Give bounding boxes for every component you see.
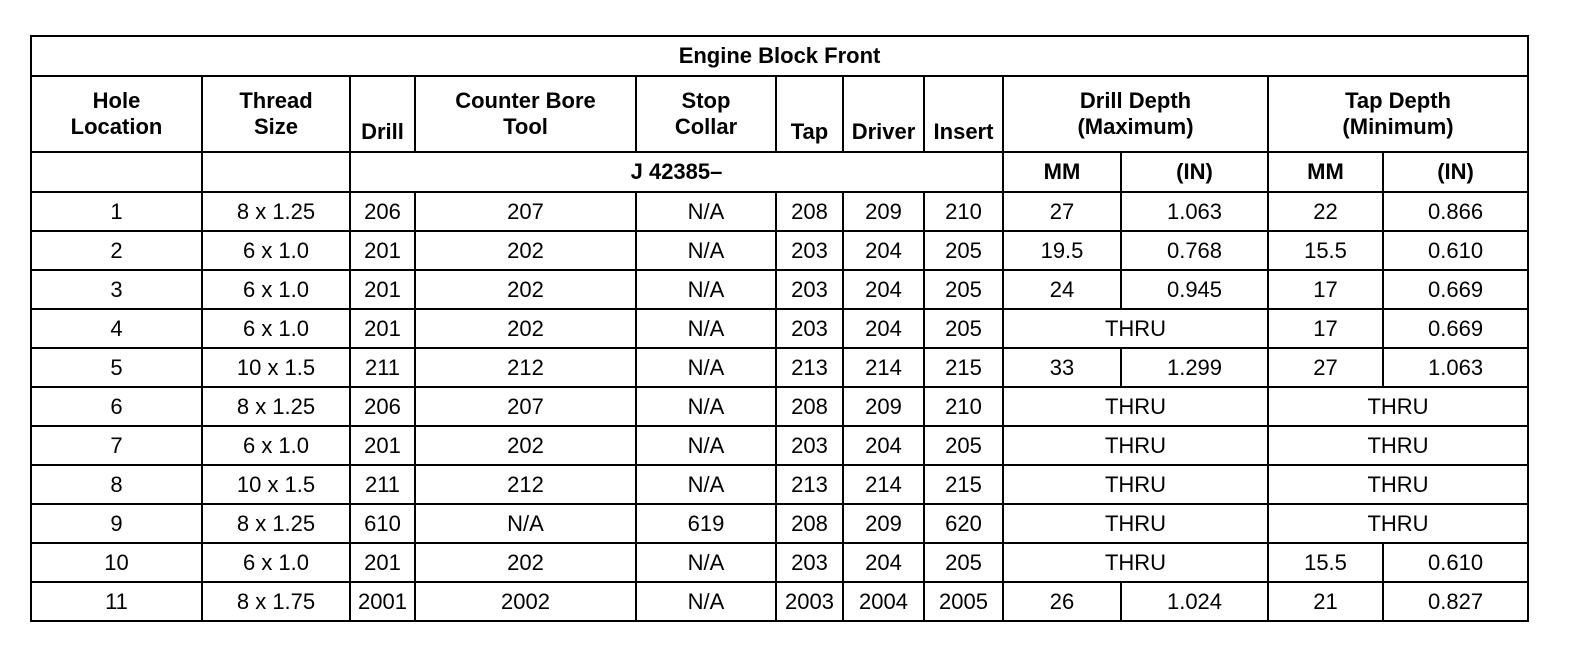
cell-hole-location: 6 — [31, 387, 202, 426]
header-tap: Tap — [776, 76, 843, 152]
cell-hole-location: 10 — [31, 543, 202, 582]
cell-stop-collar: 619 — [636, 504, 776, 543]
cell-hole-location: 5 — [31, 348, 202, 387]
cell-drill: 211 — [350, 465, 415, 504]
cell-driver: 204 — [843, 426, 924, 465]
cell-stop-collar: N/A — [636, 192, 776, 231]
header-counter-bore-tool: Counter Bore Tool — [415, 76, 636, 152]
cell-insert: 210 — [924, 387, 1003, 426]
subheader-empty-thread — [202, 152, 350, 192]
header-insert: Insert — [924, 76, 1003, 152]
cell-stop-collar: N/A — [636, 465, 776, 504]
table-row — [31, 231, 1528, 270]
table-row — [31, 348, 1528, 387]
cell-thread-size: 8 x 1.25 — [202, 504, 350, 543]
cell-drill-depth-mm: 33 — [1003, 348, 1121, 387]
subheader-row — [31, 152, 1528, 192]
cell-thread-size: 6 x 1.0 — [202, 270, 350, 309]
cell-insert: 215 — [924, 348, 1003, 387]
cell-counter-bore-tool: 207 — [415, 192, 636, 231]
table-row — [31, 270, 1528, 309]
cell-tap-depth-mm: 22 — [1268, 192, 1383, 231]
header-hole-location: Hole Location — [31, 76, 202, 152]
cell-counter-bore-tool: 202 — [415, 309, 636, 348]
cell-counter-bore-tool: 212 — [415, 465, 636, 504]
cell-thread-size: 8 x 1.25 — [202, 192, 350, 231]
cell-hole-location: 11 — [31, 582, 202, 621]
cell-drill-depth-in: 0.945 — [1121, 270, 1268, 309]
cell-tap-depth-thru: THRU — [1268, 465, 1528, 504]
table-row — [31, 192, 1528, 231]
cell-drill: 201 — [350, 270, 415, 309]
cell-driver: 204 — [843, 270, 924, 309]
table-row — [31, 543, 1528, 582]
cell-tap: 203 — [776, 426, 843, 465]
cell-tap-depth-mm: 17 — [1268, 270, 1383, 309]
cell-counter-bore-tool: 2002 — [415, 582, 636, 621]
cell-drill: 211 — [350, 348, 415, 387]
cell-drill-depth-in: 1.063 — [1121, 192, 1268, 231]
cell-stop-collar: N/A — [636, 543, 776, 582]
cell-hole-location: 4 — [31, 309, 202, 348]
title-row — [31, 36, 1528, 76]
cell-stop-collar: N/A — [636, 582, 776, 621]
cell-driver: 204 — [843, 543, 924, 582]
cell-drill-depth-mm: 27 — [1003, 192, 1121, 231]
cell-tap-depth-in: 0.669 — [1383, 309, 1528, 348]
cell-drill-depth-thru: THRU — [1003, 504, 1268, 543]
cell-tap: 208 — [776, 387, 843, 426]
cell-drill-depth-thru: THRU — [1003, 426, 1268, 465]
table-title: Engine Block Front — [31, 36, 1528, 76]
cell-drill-depth-in: 1.024 — [1121, 582, 1268, 621]
cell-insert: 205 — [924, 426, 1003, 465]
table-row — [31, 504, 1528, 543]
cell-tap: 208 — [776, 192, 843, 231]
cell-tap: 203 — [776, 543, 843, 582]
cell-insert: 205 — [924, 231, 1003, 270]
cell-thread-size: 6 x 1.0 — [202, 231, 350, 270]
cell-hole-location: 9 — [31, 504, 202, 543]
cell-tap-depth-mm: 17 — [1268, 309, 1383, 348]
cell-driver: 204 — [843, 309, 924, 348]
cell-counter-bore-tool: 202 — [415, 270, 636, 309]
cell-driver: 209 — [843, 192, 924, 231]
table-row — [31, 309, 1528, 348]
cell-tap: 2003 — [776, 582, 843, 621]
cell-tap-depth-mm: 21 — [1268, 582, 1383, 621]
subheader-drill-in: (IN) — [1121, 152, 1268, 192]
cell-insert: 205 — [924, 309, 1003, 348]
table-row — [31, 582, 1528, 621]
cell-stop-collar: N/A — [636, 231, 776, 270]
cell-tap-depth-mm: 15.5 — [1268, 543, 1383, 582]
cell-thread-size: 10 x 1.5 — [202, 465, 350, 504]
cell-drill-depth-in: 0.768 — [1121, 231, 1268, 270]
cell-counter-bore-tool: 202 — [415, 426, 636, 465]
cell-tap-depth-thru: THRU — [1268, 426, 1528, 465]
header-drill-depth: Drill Depth (Maximum) — [1003, 76, 1268, 152]
header-driver: Driver — [843, 76, 924, 152]
subheader-empty-hole — [31, 152, 202, 192]
cell-thread-size: 6 x 1.0 — [202, 309, 350, 348]
table-row — [31, 387, 1528, 426]
cell-thread-size: 8 x 1.75 — [202, 582, 350, 621]
table-body — [31, 192, 1528, 621]
cell-stop-collar: N/A — [636, 270, 776, 309]
cell-thread-size: 6 x 1.0 — [202, 426, 350, 465]
cell-drill-depth-thru: THRU — [1003, 543, 1268, 582]
cell-drill: 201 — [350, 426, 415, 465]
engine-block-front-table — [30, 35, 1529, 622]
subheader-tap-in: (IN) — [1383, 152, 1528, 192]
cell-driver: 214 — [843, 348, 924, 387]
cell-driver: 2004 — [843, 582, 924, 621]
cell-insert: 205 — [924, 270, 1003, 309]
cell-drill: 610 — [350, 504, 415, 543]
cell-drill-depth-mm: 19.5 — [1003, 231, 1121, 270]
cell-insert: 620 — [924, 504, 1003, 543]
cell-tap-depth-in: 0.866 — [1383, 192, 1528, 231]
cell-tap: 213 — [776, 348, 843, 387]
cell-counter-bore-tool: 212 — [415, 348, 636, 387]
cell-tap: 203 — [776, 231, 843, 270]
cell-tap-depth-in: 0.610 — [1383, 231, 1528, 270]
cell-hole-location: 1 — [31, 192, 202, 231]
cell-drill: 201 — [350, 231, 415, 270]
cell-counter-bore-tool: 207 — [415, 387, 636, 426]
header-stop-collar: Stop Collar — [636, 76, 776, 152]
cell-driver: 209 — [843, 504, 924, 543]
cell-stop-collar: N/A — [636, 426, 776, 465]
cell-drill-depth-mm: 24 — [1003, 270, 1121, 309]
subheader-tap-mm: MM — [1268, 152, 1383, 192]
cell-stop-collar: N/A — [636, 348, 776, 387]
cell-insert: 210 — [924, 192, 1003, 231]
subheader-drill-mm: MM — [1003, 152, 1121, 192]
cell-tap-depth-in: 0.669 — [1383, 270, 1528, 309]
cell-stop-collar: N/A — [636, 309, 776, 348]
cell-drill-depth-mm: 26 — [1003, 582, 1121, 621]
cell-drill: 206 — [350, 192, 415, 231]
header-row — [31, 76, 1528, 152]
cell-drill-depth-thru: THRU — [1003, 387, 1268, 426]
cell-thread-size: 10 x 1.5 — [202, 348, 350, 387]
header-drill: Drill — [350, 76, 415, 152]
cell-insert: 215 — [924, 465, 1003, 504]
cell-tap-depth-in: 1.063 — [1383, 348, 1528, 387]
cell-tap: 208 — [776, 504, 843, 543]
header-tap-depth: Tap Depth (Minimum) — [1268, 76, 1528, 152]
cell-tap-depth-mm: 15.5 — [1268, 231, 1383, 270]
cell-stop-collar: N/A — [636, 387, 776, 426]
header-thread-size: Thread Size — [202, 76, 350, 152]
cell-tap: 203 — [776, 309, 843, 348]
cell-drill: 206 — [350, 387, 415, 426]
cell-tap-depth-in: 0.827 — [1383, 582, 1528, 621]
cell-driver: 209 — [843, 387, 924, 426]
cell-tap-depth-mm: 27 — [1268, 348, 1383, 387]
cell-hole-location: 2 — [31, 231, 202, 270]
table-row — [31, 426, 1528, 465]
cell-drill-depth-thru: THRU — [1003, 465, 1268, 504]
cell-counter-bore-tool: 202 — [415, 231, 636, 270]
cell-hole-location: 7 — [31, 426, 202, 465]
cell-tap: 213 — [776, 465, 843, 504]
subheader-tool-prefix: J 42385– — [350, 152, 1003, 192]
cell-tap-depth-thru: THRU — [1268, 504, 1528, 543]
cell-thread-size: 6 x 1.0 — [202, 543, 350, 582]
cell-counter-bore-tool: 202 — [415, 543, 636, 582]
cell-counter-bore-tool: N/A — [415, 504, 636, 543]
cell-hole-location: 8 — [31, 465, 202, 504]
table-row — [31, 465, 1528, 504]
cell-drill-depth-thru: THRU — [1003, 309, 1268, 348]
cell-drill: 2001 — [350, 582, 415, 621]
cell-driver: 214 — [843, 465, 924, 504]
cell-driver: 204 — [843, 231, 924, 270]
cell-tap: 203 — [776, 270, 843, 309]
cell-drill: 201 — [350, 543, 415, 582]
cell-insert: 2005 — [924, 582, 1003, 621]
cell-insert: 205 — [924, 543, 1003, 582]
cell-hole-location: 3 — [31, 270, 202, 309]
cell-drill: 201 — [350, 309, 415, 348]
cell-thread-size: 8 x 1.25 — [202, 387, 350, 426]
cell-tap-depth-thru: THRU — [1268, 387, 1528, 426]
cell-tap-depth-in: 0.610 — [1383, 543, 1528, 582]
cell-drill-depth-in: 1.299 — [1121, 348, 1268, 387]
